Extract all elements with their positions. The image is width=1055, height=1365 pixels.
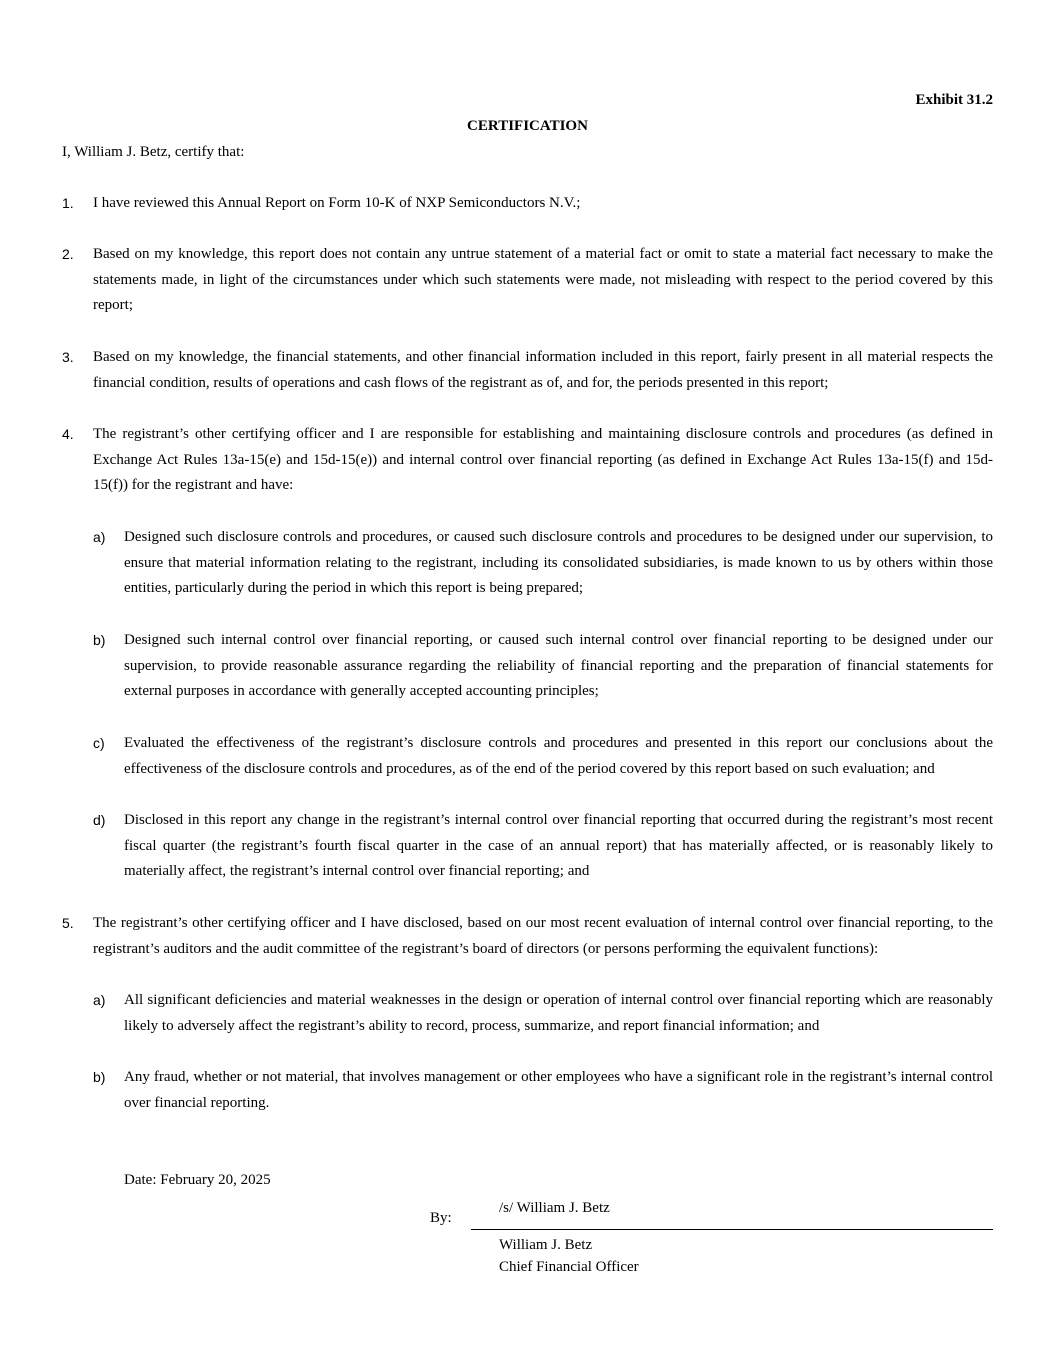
subitem-letter: b): [93, 632, 106, 648]
item-text: The registrant’s other certifying officer and I are responsible for establishing and maintaining disclosure controls and procedures (as defined in Exchange Act Rules 13a-15(e) and 15d-15(e)) and internal control over financial reporting (as defined in Exchange Act Rules 13a-15(f) and 15d-15(f)) for the registrant and have:: [93, 426, 993, 494]
subitem-4b: [93, 628, 993, 705]
signer-name: William J. Betz: [499, 1237, 593, 1253]
signature-date: Date: February 20, 2025: [124, 1172, 271, 1188]
subitem-text: Evaluated the effectiveness of the registrant’s disclosure controls and procedures and presented in this report our conclusions about the effectiveness of the disclosure controls and procedures, as of the end of the period covered by this report based on such evaluation; and: [124, 735, 993, 777]
subitem-text: Any fraud, whether or not material, that involves management or other employees who have a significant role in the registrant’s internal control over financial reporting.: [124, 1069, 993, 1111]
subitem-5a: [93, 988, 993, 1039]
subitem-text: Disclosed in this report any change in the registrant’s internal control over financial reporting that occurred during the registrant’s most recent fiscal quarter (the registrant’s fourth fiscal quarter in the case of an annual report) that has materially affected, or is reasonably likely to materially affect, the registrant’s internal control over financial reporting; and: [124, 812, 993, 880]
certification-item-1: [62, 191, 993, 217]
item-number: 3.: [62, 349, 74, 365]
item-text: I have reviewed this Annual Report on Form 10-K of NXP Semiconductors N.V.;: [93, 195, 581, 211]
signer-title: Chief Financial Officer: [499, 1259, 639, 1275]
item-number: 4.: [62, 426, 74, 442]
subitem-text: Designed such disclosure controls and procedures, or caused such disclosure controls and procedures to be designed under our supervision, to ensure that material information relating to the registrant, including its consolidated subsidiaries, is made known to us by others within those entities, particularly during the period in which this report is being prepared;: [124, 529, 993, 597]
item-text: Based on my knowledge, this report does not contain any untrue statement of a material fact or omit to state a material fact necessary to make the statements made, in light of the circumstances under which such statements were made, not misleading with respect to the period covered by this report;: [93, 246, 993, 314]
subitem-text: All significant deficiencies and material weaknesses in the design or operation of internal control over financial reporting which are reasonably likely to adversely affect the registrant’s ability to record, process, summarize, and report financial information; and: [124, 992, 993, 1034]
signature-by-label: By:: [430, 1210, 452, 1226]
certification-item-3: [62, 345, 993, 396]
certification-item-4: [62, 422, 993, 499]
certification-item-2: [62, 242, 993, 319]
electronic-signature: /s/ William J. Betz: [499, 1200, 610, 1216]
subitem-4a: [93, 525, 993, 602]
subitem-letter: c): [93, 735, 105, 751]
signature-line: [471, 1229, 993, 1230]
item-number: 1.: [62, 195, 74, 211]
subitem-letter: a): [93, 992, 106, 1008]
subitem-4d: [93, 808, 993, 885]
certification-item-5: [62, 911, 993, 962]
subitem-5b: [93, 1065, 993, 1116]
item-text: The registrant’s other certifying officer and I have disclosed, based on our most recent evaluation of internal control over financial reporting, to the registrant’s auditors and the audit committee of the registrant’s board of directors (or persons performing the equivalent functions):: [93, 915, 993, 957]
subitem-4c: [93, 731, 993, 782]
item-number: 2.: [62, 246, 74, 262]
subitem-letter: d): [93, 812, 106, 828]
subitem-letter: b): [93, 1069, 106, 1085]
intro-statement: I, William J. Betz, certify that:: [62, 144, 245, 160]
item-text: Based on my knowledge, the financial statements, and other financial information included in this report, fairly present in all material respects the financial condition, results of operations and cash flows of the registrant as of, and for, the periods presented in this report;: [93, 349, 993, 391]
subitem-text: Designed such internal control over financial reporting, or caused such internal control over financial reporting to be designed under our supervision, to provide reasonable assurance regarding the reliability of financial reporting and the preparation of financial statements for external purposes in accordance with generally accepted accounting principles;: [124, 632, 993, 700]
subitem-letter: a): [93, 529, 106, 545]
document-title: CERTIFICATION: [467, 118, 588, 134]
exhibit-label: Exhibit 31.2: [915, 92, 993, 108]
item-number: 5.: [62, 915, 74, 931]
